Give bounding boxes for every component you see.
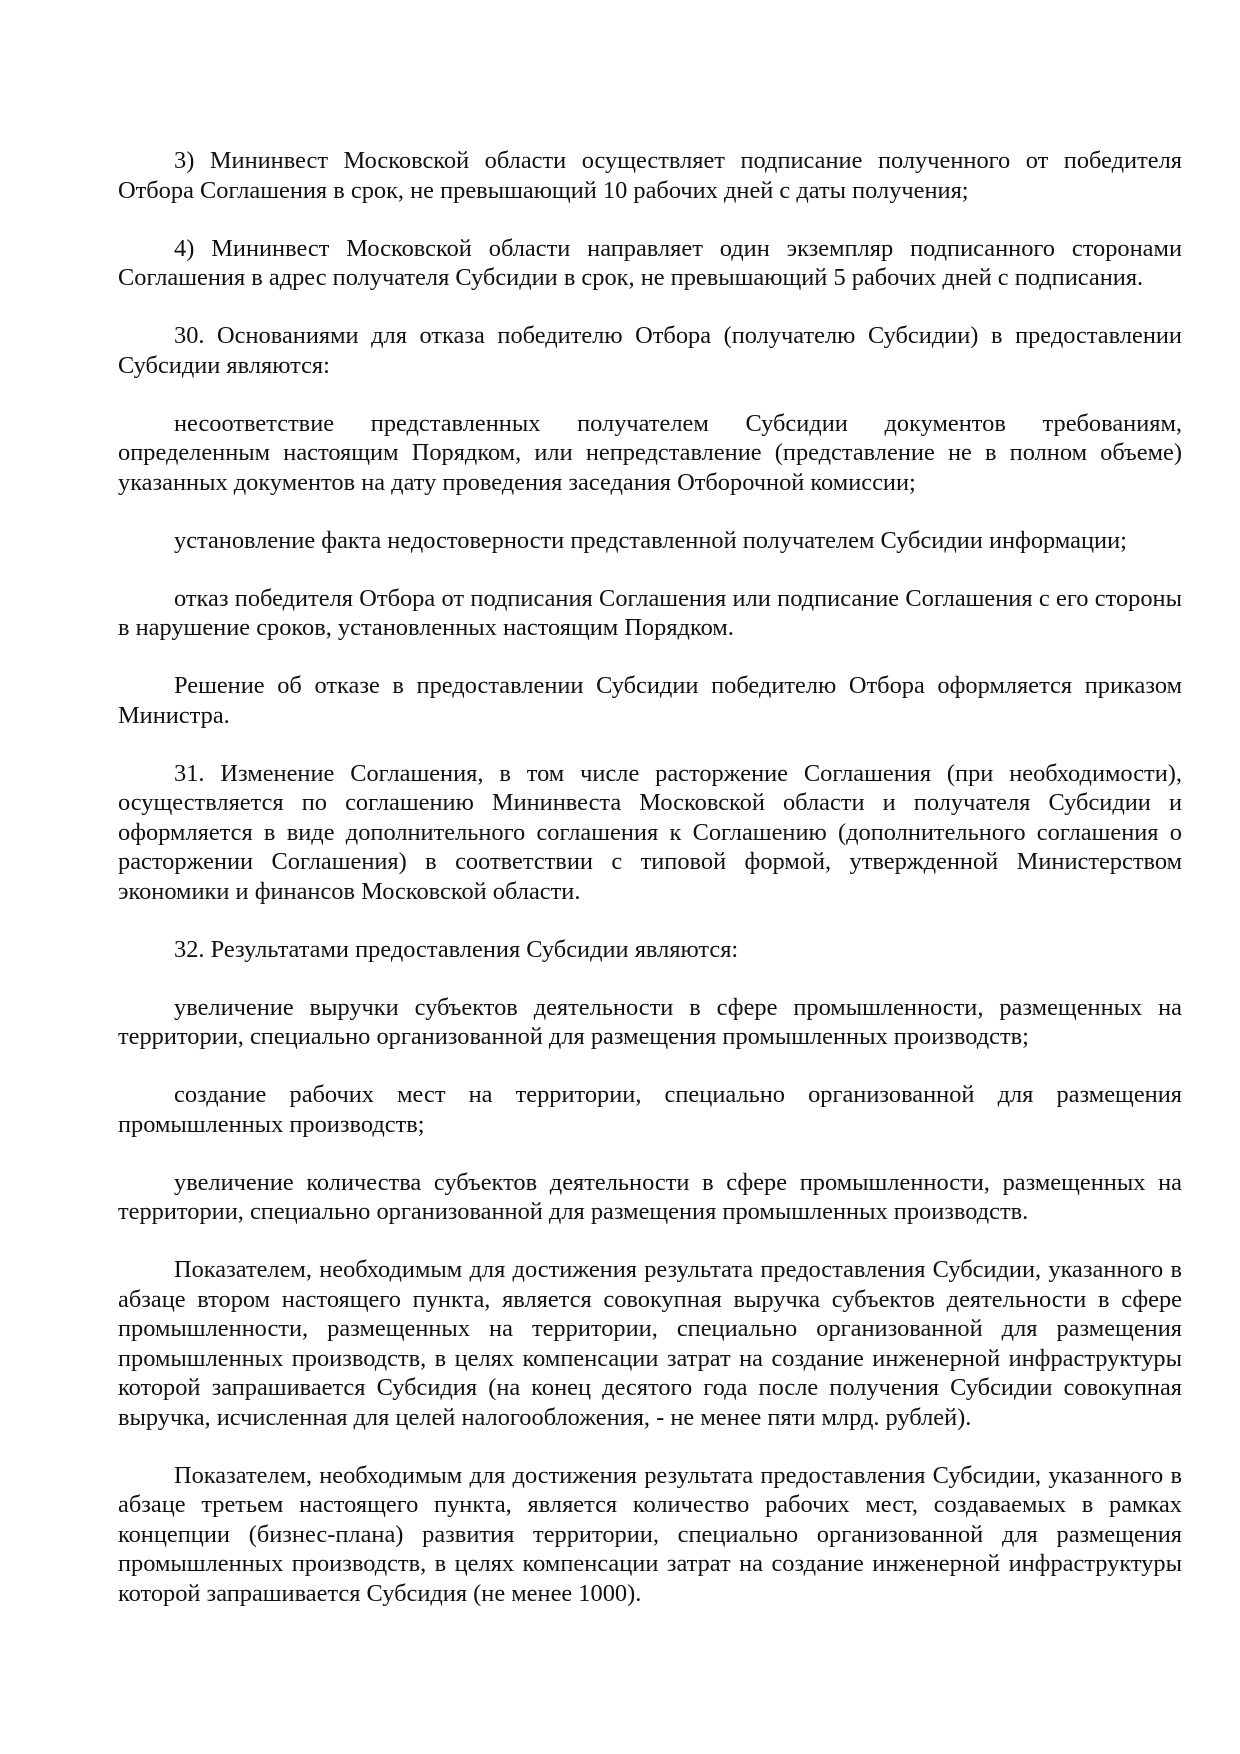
- paragraph-result-jobs: создание рабочих мест на территории, специально организованной для размещения промышленных производств;: [118, 1081, 1182, 1138]
- paragraph-32-results: 32. Результатами предоставления Субсидии являются:: [174, 935, 739, 963]
- paragraph-item-4-sending: 4) Мининвест Московской области направляет один экземпляр подписанного сторонами Соглашения в адрес получателя Субсидии в срок, не превышающий 5 рабочих дней с подписания.: [118, 234, 1182, 291]
- paragraph-indicator-jobs: Показателем, необходимым для достижения результата предоставления Субсидии, указанного в абзаце третьем настоящего пункта, является количество рабочих мест, создаваемых в рамках концепции (бизнес-плана) развития территории, специально организованной для размещения промышленных производств, в целях компенсации затрат на создание инженерной инфраструктуры которой запрашивается Субсидия (не менее 1000).: [118, 1461, 1182, 1607]
- paragraph-indicator-revenue: Показателем, необходимым для достижения результата предоставления Субсидии, указанного в абзаце втором настоящего пункта, является совокупная выручка субъектов деятельности в сфере промышленности, размещенных на территории, специально организованной для размещения промышленных производств, в целях компенсации затрат на создание инженерной инфраструктуры которой запрашивается Субсидия (на конец десятого года после получения Субсидии совокупная выручка, исчисленная для целей налогообложения, - не менее пяти млрд. рублей).: [118, 1256, 1182, 1431]
- paragraph-refusal-ground-documents: несоответствие представленных получателем Субсидии документов требованиям, определенным настоящим Порядком, или непредставление (представление не в полном объеме) указанных документов на дату проведения заседания Отборочной комиссии;: [118, 409, 1182, 496]
- paragraph-refusal-ground-not-signed: отказ победителя Отбора от подписания Соглашения или подписание Соглашения с его стороны в нарушение сроков, установленных настоящим Порядком.: [118, 584, 1182, 641]
- document-page: [118, 146, 1182, 1637]
- paragraph-31-agreement-change: 31. Изменение Соглашения, в том числе расторжение Соглашения (при необходимости), осуществляется по соглашению Мининвеста Московской области и получателя Субсидии и оформляется в виде дополнительного соглашения к Соглашению (дополнительного соглашения о расторжении Соглашения) в соответствии с типовой формой, утвержденной Министерством экономики и финансов Московской области.: [118, 759, 1182, 905]
- paragraph-refusal-decision: Решение об отказе в предоставлении Субсидии победителю Отбора оформляется приказом Министра.: [118, 672, 1182, 729]
- paragraph-item-3-signing: 3) Мининвест Московской области осуществляет подписание полученного от победителя Отбора Соглашения в срок, не превышающий 10 рабочих дней с даты получения;: [118, 147, 1182, 204]
- paragraph-refusal-ground-false-info: установление факта недостоверности представленной получателем Субсидии информации;: [174, 526, 1127, 554]
- paragraph-result-revenue: увеличение выручки субъектов деятельности в сфере промышленности, размещенных на территории, специально организованной для размещения промышленных производств;: [118, 993, 1182, 1050]
- paragraph-result-entities: увеличение количества субъектов деятельности в сфере промышленности, размещенных на территории, специально организованной для размещения промышленных производств.: [118, 1168, 1182, 1225]
- paragraph-30-refusal-grounds: 30. Основаниями для отказа победителю Отбора (получателю Субсидии) в предоставлении Субсидии являются:: [118, 322, 1182, 379]
